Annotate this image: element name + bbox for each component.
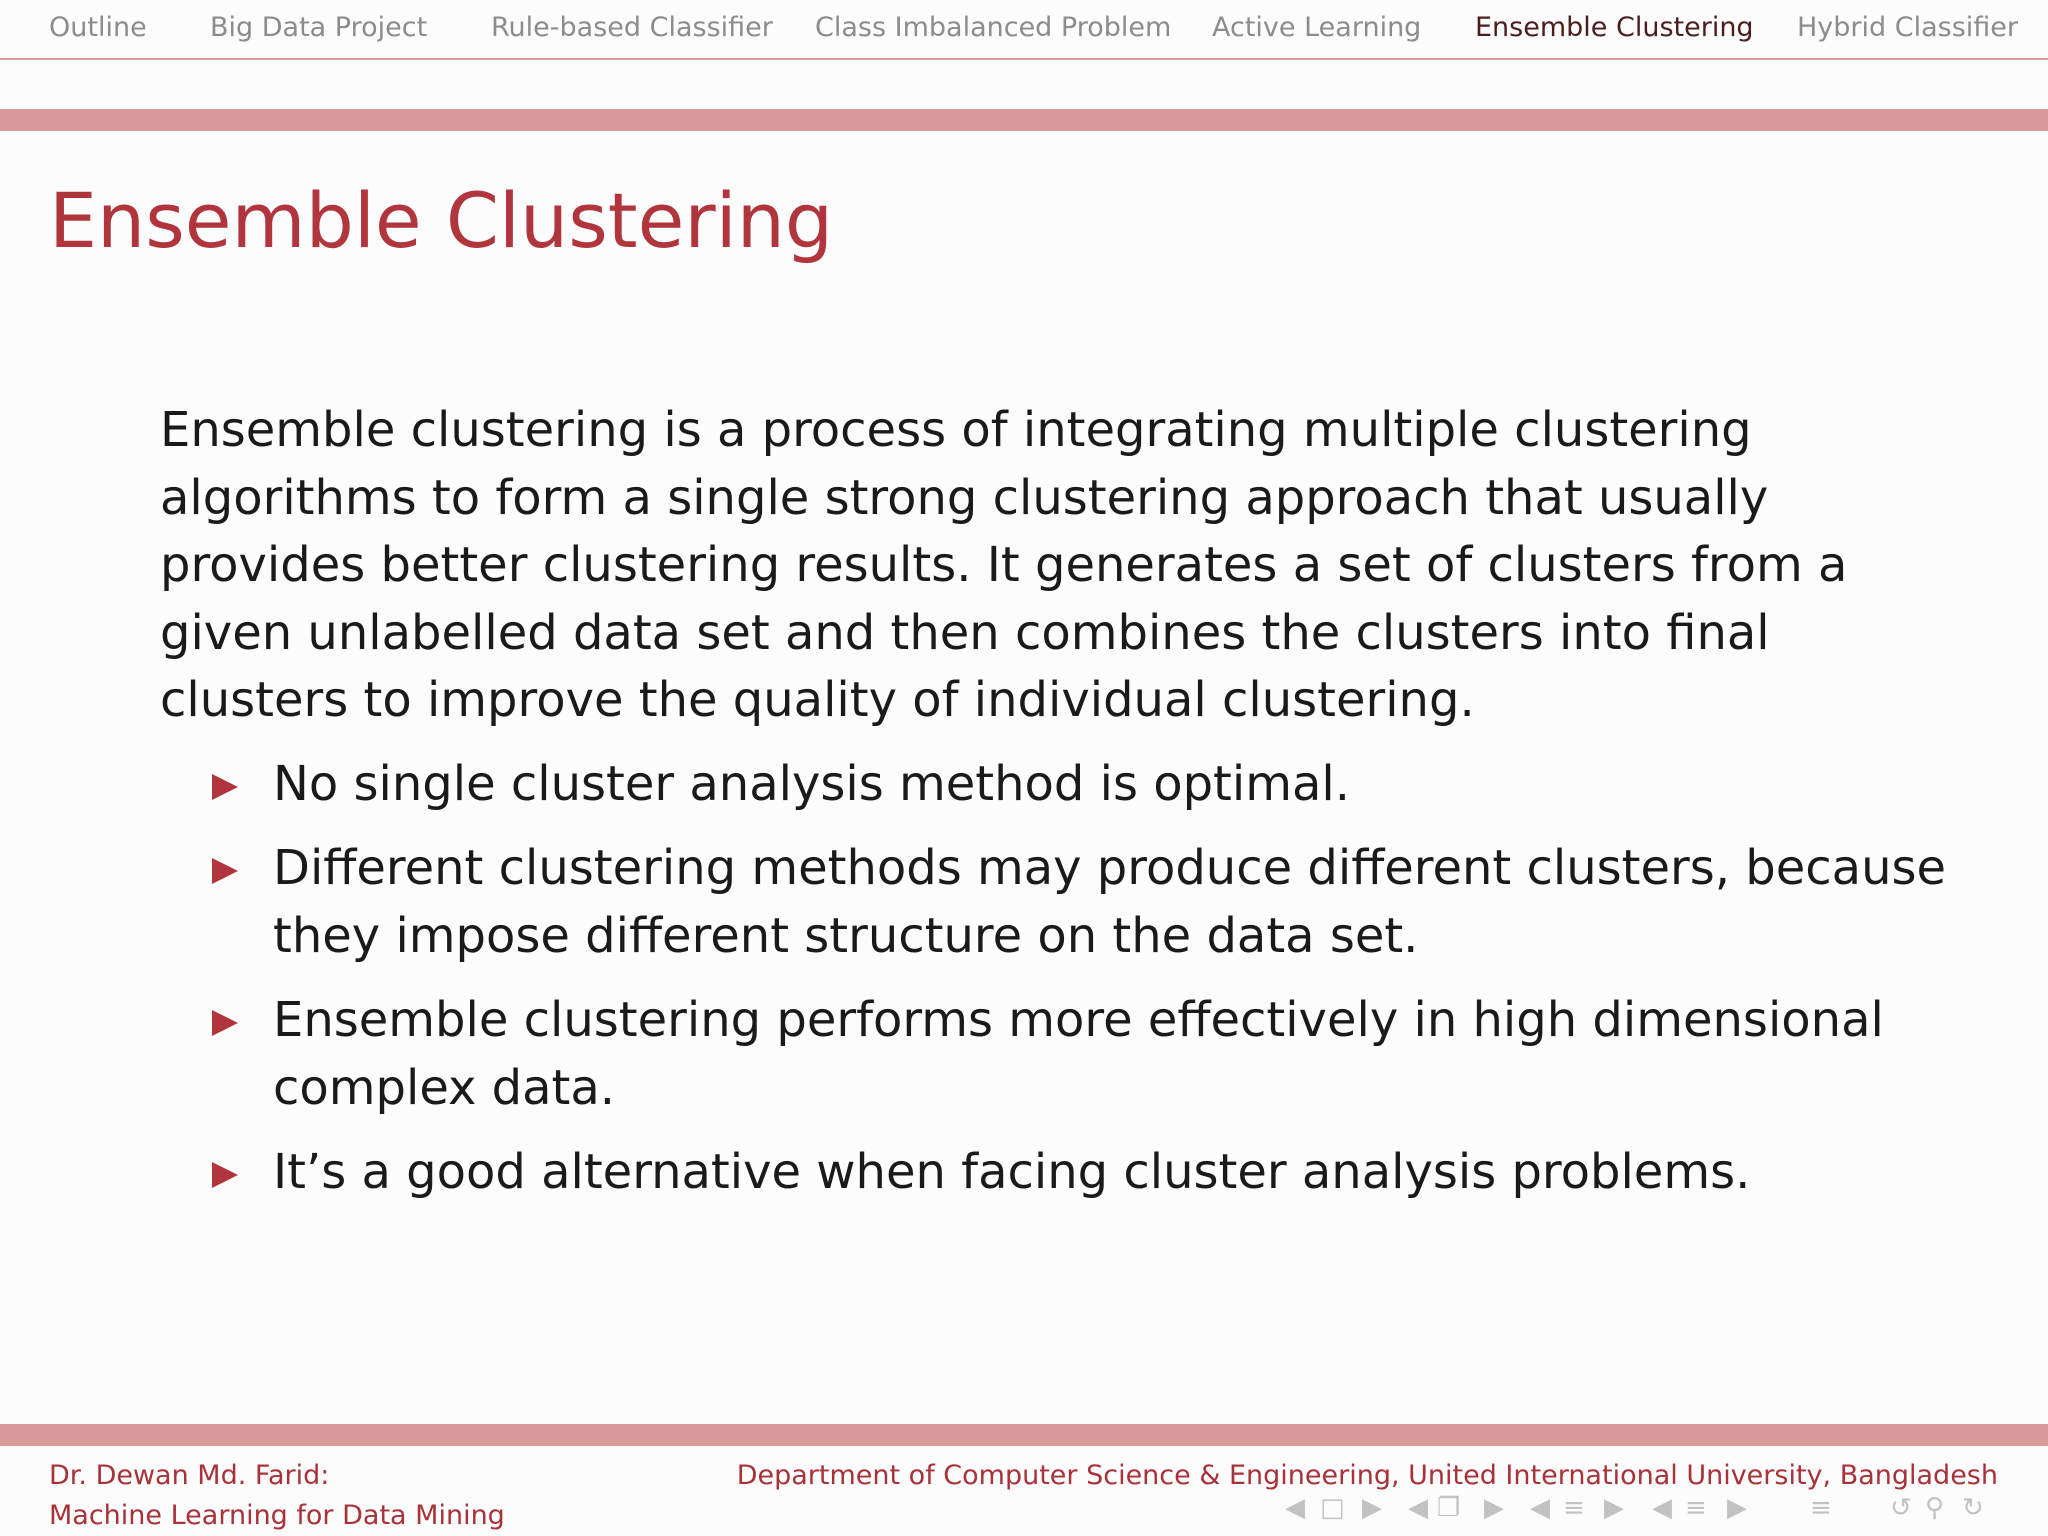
bullet-line: Ensemble clustering performs more effectively in high dimensional [273,992,1884,1048]
bullet-line: they impose different structure on the data set. [273,907,1419,964]
nav-prev-section-icon[interactable]: ◀ [1530,1493,1550,1523]
triangle-bullet-icon [212,1010,238,1036]
nav-prev-subsection-icon[interactable]: ◀ [1408,1493,1428,1523]
nav-appendix-icon[interactable]: ≡ [1810,1493,1832,1523]
nav-next-frame-icon[interactable]: ▶ [1362,1493,1382,1523]
nav-item-active-learning[interactable]: Active Learning [1212,12,1422,43]
paragraph-line: given unlabelled data set and then combines the clusters into final [160,604,1770,661]
nav-prev-doc-icon[interactable]: ◀ [1652,1493,1672,1523]
slide-title: Ensemble Clustering [49,176,834,265]
bullet-line: No single cluster analysis method is optimal. [273,756,1350,812]
nav-item-big-data-project[interactable]: Big Data Project [210,12,428,43]
footer-institution: Department of Computer Science & Engineering, United International University, Bangladesh [736,1460,1998,1491]
nav-item-outline[interactable]: Outline [49,12,147,43]
bullet-line: Different clustering methods may produce different clusters, because [273,840,1947,896]
intro-paragraph [160,397,1910,735]
nav-search-icon[interactable]: ⚲ [1925,1493,1945,1523]
bullet-text [273,835,1946,970]
nav-next-doc-icon[interactable]: ▶ [1727,1493,1747,1523]
nav-next-subsection-icon[interactable]: ▶ [1484,1493,1504,1523]
bullet-text [273,1139,1750,1207]
nav-item-class-imbalanced-problem[interactable]: Class Imbalanced Problem [815,12,1172,43]
nav-next-section-icon[interactable]: ▶ [1604,1493,1624,1523]
nav-frame-icon[interactable]: □ [1320,1493,1345,1523]
nav-back-icon[interactable]: ↺ [1890,1493,1912,1523]
bullet-text [273,751,1350,819]
nav-prev-frame-icon[interactable]: ◀ [1285,1493,1305,1523]
bullet-text [273,987,1884,1122]
triangle-bullet-icon [212,774,238,800]
section-navigation [0,0,2048,60]
triangle-bullet-icon [212,1162,238,1188]
nav-section-icon[interactable]: ≡ [1563,1493,1585,1523]
footer-left [49,1456,505,1536]
nav-doc-icon[interactable]: ≡ [1685,1493,1707,1523]
bullet-line: complex data. [273,1059,616,1116]
paragraph-line: algorithms to form a single strong clustering approach that usually [160,469,1769,526]
triangle-bullet-icon [212,858,238,884]
nav-item-rule-based-classifier[interactable]: Rule-based Classifier [491,12,773,43]
footer-author: Dr. Dewan Md. Farid: [49,1460,330,1491]
paragraph-line: clusters to improve the quality of individual clustering. [160,672,1475,728]
nav-item-hybrid-classifier[interactable]: Hybrid Classifier [1797,12,2018,43]
nav-item-ensemble-clustering[interactable]: Ensemble Clustering [1475,12,1754,43]
bullet-line: It’s a good alternative when facing cluster analysis problems. [273,1144,1751,1200]
paragraph-line: provides better clustering results. It generates a set of clusters from a [160,537,1848,593]
nav-forward-icon[interactable]: ↻ [1962,1493,1984,1523]
nav-subsection-icon[interactable]: ❐ [1437,1493,1461,1523]
footer-course: Machine Learning for Data Mining [49,1500,505,1531]
paragraph-line: Ensemble clustering is a process of integrating multiple clustering [160,402,1752,458]
header-band [0,109,2048,131]
footer-band [0,1424,2048,1446]
